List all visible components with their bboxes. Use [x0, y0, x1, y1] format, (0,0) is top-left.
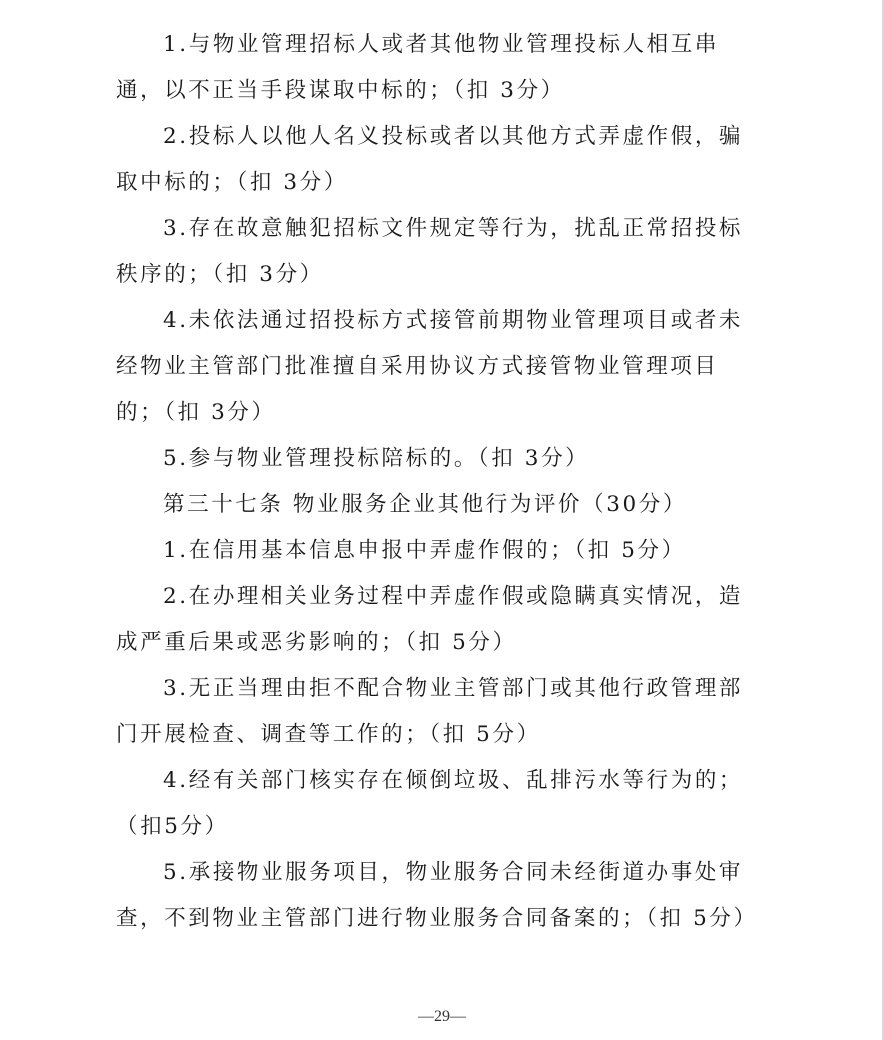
- paragraph: 2.在办理相关业务过程中弄虚作假或隐瞒真实情况，造成严重后果或恶劣影响的；（扣 5分）: [116, 584, 744, 655]
- paragraph: 4.未依法通过招投标方式接管前期物业管理项目或者未经物业主管部门批准擅自采用协议方式接管物业管理项目的；（扣 3分）: [116, 308, 744, 425]
- paragraph: 3.无正当理由拒不配合物业主管部门或其他行政管理部门开展检查、调查等工作的；（扣 5分）: [116, 676, 744, 747]
- document-body: [116, 22, 756, 942]
- page-number: —29—: [418, 1008, 466, 1025]
- paragraph: 4.经有关部门核实存在倾倒垃圾、乱排污水等行为的；（扣5分）: [116, 768, 744, 839]
- paragraph: 1.与物业管理招标人或者其他物业管理投标人相互串通，以不正当手段谋取中标的；（扣 3分）: [116, 32, 719, 103]
- paragraph: 2.投标人以他人名义投标或者以其他方式弄虚作假，骗取中标的；（扣 3分）: [116, 124, 744, 195]
- paragraph: 1.在信用基本信息申报中弄虚作假的；（扣 5分）: [163, 538, 686, 563]
- paragraph: 5.承接物业服务项目，物业服务合同未经街道办事处审查，不到物业主管部门进行物业服务合同备案的；（扣 5分）: [116, 860, 758, 931]
- article-heading: 第三十七条 物业服务企业其他行为评价（30分）: [163, 492, 687, 517]
- paragraph: 3.存在故意触犯招标文件规定等行为，扰乱正常招投标秩序的；（扣 3分）: [116, 216, 744, 287]
- paragraph: 5.参与物业管理投标陪标的。（扣 3分）: [163, 446, 590, 471]
